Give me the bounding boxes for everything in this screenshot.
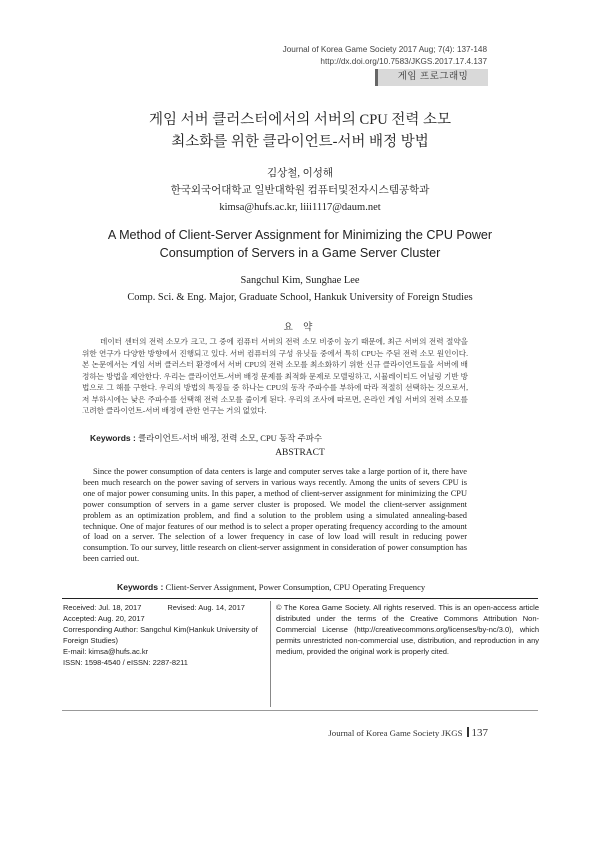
korean-title bbox=[70, 109, 530, 153]
korean-author-names: 김상철, 이성해 bbox=[266, 168, 334, 179]
copyright-notice: © The Korea Game Society. All rights reserved. This is an open-access article distributed under the terms of the Creative Commons Attribution Non-Commercial License (http://creativecommons.org/licenses/by-nc/3.0), which permits unrestricted non-commercial use, distribution, and reproduction in any medium, provided the original work is properly cited. bbox=[276, 603, 539, 656]
english-abstract-text: Since the power consumption of data centers is large and computer serves take a large portion of it, there have been much research on the power saving of servers in various ways recently. Among the units of severs CPU is one of major power consuming units. In this paper, a method of client-server assignment for minimizing the CPU power consumption of servers in a game server cluster is proposed. We model the client-server assignment problem as an optimization problem, and find a solution to the problem using a simulated annealing-based technique. One of major features of our method is to select a proper operating frequency according to the amount of load on a server. The selection of a lower frequency in case of low load will result in reducing power consumption. To our survey, little research on client-server assignment in consideration of power consumption has been carried out. bbox=[83, 467, 467, 564]
footnote-column-divider bbox=[270, 601, 271, 707]
korean-title-line-1: 게임 서버 클러스터에서의 서버의 CPU 전력 소모 bbox=[148, 112, 452, 128]
contact-email: E-mail: kimsa@hufs.ac.kr bbox=[63, 646, 149, 656]
english-author-block bbox=[60, 272, 540, 306]
english-title bbox=[60, 226, 540, 262]
author-emails: kimsa@hufs.ac.kr, liii1117@daum.net bbox=[219, 202, 381, 213]
korean-title-line-2: 최소화를 위한 클라이언트-서버 배정 방법 bbox=[171, 134, 429, 150]
footnote-divider bbox=[62, 598, 538, 599]
journal-reference bbox=[283, 44, 487, 67]
revised-date: Revised: Aug. 14, 2017 bbox=[167, 603, 245, 612]
korean-keywords bbox=[90, 432, 322, 444]
date-row bbox=[63, 603, 268, 614]
article-metadata bbox=[63, 603, 268, 668]
doi-link[interactable]: http://dx.doi.org/10.7583/JKGS.2017.17.4.137 bbox=[320, 56, 487, 66]
footer-divider bbox=[62, 710, 538, 711]
english-title-line-2: Consumption of Servers in a Game Server Cluster bbox=[159, 246, 441, 260]
english-keywords-list: Client-Server Assignment, Power Consumption, CPU Operating Frequency bbox=[165, 582, 426, 592]
korean-keywords-list: 클라이언트-서버 배정, 전력 소모, CPU 동작 주파수 bbox=[137, 433, 323, 443]
category-badge: 게임 프로그래밍 bbox=[378, 69, 488, 86]
page-number: 137 bbox=[471, 727, 488, 739]
received-date: Received: Jul. 18, 2017 bbox=[63, 603, 142, 612]
english-title-line-1: A Method of Client-Server Assignment for Minimizing the CPU Power bbox=[107, 228, 493, 242]
footer-journal-name: Journal of Korea Game Society JKGS bbox=[328, 728, 463, 738]
accepted-date: Accepted: Aug. 20, 2017 bbox=[63, 613, 145, 623]
footer-separator bbox=[467, 727, 469, 737]
english-abstract-heading: ABSTRACT bbox=[275, 448, 325, 458]
english-affiliation: Comp. Sci. & Eng. Major, Graduate School, Hankuk University of Foreign Studies bbox=[127, 292, 473, 303]
korean-abstract-text: 데이터 센터의 전력 소모가 크고, 그 중에 컴퓨터 서버의 전력 소모 비중이 높기 때문에, 최근 서버의 전력 절약을 위한 연구가 다양한 방향에서 진행되고 있다. 서버 컴퓨터의 구성 유닛들 중에서 특히 CPU는 주된 전력 소모 원인이다. 본 논문에서는 게임 서버 클러스터 환경에서 서버 CPU의 전력 소모를 최소화하기 위한 신규 클라이언트들을 서버에 배정하는 방법을 제안한다. 우리는 클라이언트-서버 배정 문제를 최적화 문제로 모델링하고, 시뮬레이티드 어닐링 기반 방법으로 그 해를 구한다. 우리의 방법의 특징들 중 하나는 CPU의 동작 주파수를 부하에 따라 적절히 선택하는 것으로서, 저 부하시에는 낮은 주파수를 선택해 전력 소모를 줄이게 된다. 우리의 조사에 따르면, 온라인 게임 서버의 전력 소모를 고려한 클라이언트-서버 배정에 관한 연구는 거의 없었다. bbox=[82, 337, 468, 415]
korean-keywords-label: Keywords : bbox=[90, 433, 136, 443]
korean-affiliation: 한국외국어대학교 일반대학원 컴퓨터및전자시스템공학과 bbox=[170, 185, 430, 196]
page-footer bbox=[328, 727, 488, 739]
journal-citation: Journal of Korea Game Society 2017 Aug; 7(4): 137-148 bbox=[282, 45, 487, 54]
corresponding-author: Corresponding Author: Sangchul Kim(Hankuk University of Foreign Studies) bbox=[63, 624, 258, 645]
english-author-names: Sangchul Kim, Sunghae Lee bbox=[240, 275, 360, 286]
issn: ISSN: 1598-4540 / eISSN: 2287-8211 bbox=[63, 657, 188, 667]
english-keywords-label: Keywords : bbox=[117, 582, 164, 592]
english-keywords bbox=[117, 582, 425, 592]
korean-abstract-heading: 요 약 bbox=[283, 323, 317, 333]
korean-author-block bbox=[70, 165, 530, 216]
